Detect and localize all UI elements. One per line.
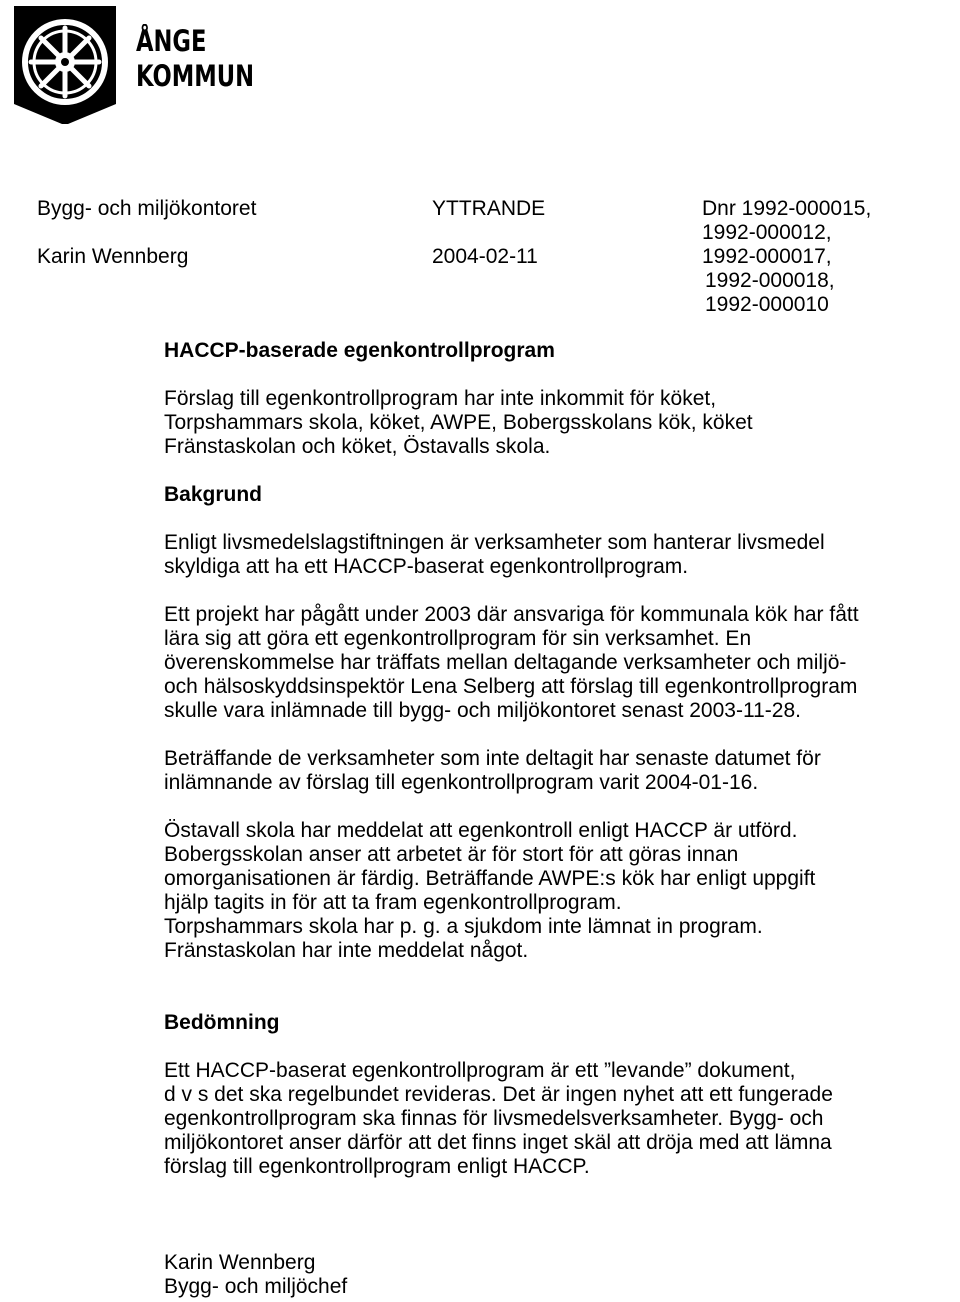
bedomning-p1-line: d v s det ska regelbundet revideras. Det är ingen nyhet att ett fungerade (164, 1083, 833, 1106)
signature-role: Bygg- och miljöchef (164, 1275, 348, 1298)
wheel-emblem-icon (10, 4, 120, 126)
bakgrund-p4-line: Torpshammars skola har p. g. a sjukdom inte lämnat in program. (164, 915, 763, 938)
document-type: YTTRANDE (432, 197, 546, 220)
bakgrund-p4-line: Fränstaskolan har inte meddelat något. (164, 939, 529, 962)
diary-numbers (702, 197, 902, 317)
heading-bakgrund: Bakgrund (164, 483, 263, 506)
bakgrund-p2-line: lära sig att göra ett egenkontrollprogram för sin verksamhet. En (164, 627, 752, 650)
dnr-line: 1992-000017, (702, 245, 832, 268)
logo-wordmark (136, 24, 254, 94)
author-name: Karin Wennberg (37, 245, 189, 268)
bakgrund-p4-line: Bobergsskolan anser att arbetet är för stort för att göras innan (164, 843, 739, 866)
dnr-line: 1992-000012, (702, 221, 832, 244)
logo-line-1: ÅNGE (136, 24, 207, 58)
bakgrund-p4-line: omorganisationen är färdig. Beträffande AWPE:s kök har enligt uppgift (164, 867, 816, 890)
intro-line: Torpshammars skola, köket, AWPE, Bobergsskolans kök, köket (164, 411, 753, 434)
intro-line: Förslag till egenkontrollprogram har inte inkommit för köket, (164, 387, 717, 410)
heading-bedomning: Bedömning (164, 1011, 280, 1034)
bakgrund-p3-line: inlämnande av förslag till egenkontrollprogram varit 2004-01-16. (164, 771, 759, 794)
signature-name: Karin Wennberg (164, 1251, 316, 1274)
document-body (164, 339, 956, 1299)
dnr-line: 1992-000010 (705, 293, 829, 316)
intro-line: Fränstaskolan och köket, Östavalls skola. (164, 435, 551, 458)
bakgrund-p4-line: hjälp tagits in för att ta fram egenkontrollprogram. (164, 891, 622, 914)
bakgrund-p2-line: och hälsoskyddsinspektör Lena Selberg att förslag till egenkontrollprogram (164, 675, 858, 698)
bakgrund-p1-line: skyldiga att ha ett HACCP-baserat egenkontrollprogram. (164, 555, 689, 578)
bakgrund-p2-line: skulle vara inlämnade till bygg- och miljökontoret senast 2003-11-28. (164, 699, 801, 722)
bedomning-p1-line: förslag till egenkontrollprogram enligt HACCP. (164, 1155, 590, 1178)
bedomning-p1-line: miljökontoret anser därför att det finns inget skäl att dröja med att lämna (164, 1131, 832, 1154)
document-date: 2004-02-11 (432, 245, 538, 268)
bakgrund-p4-line: Östavall skola har meddelat att egenkontroll enligt HACCP är utförd. (164, 819, 798, 842)
bakgrund-p2-line: Ett projekt har pågått under 2003 där ansvariga för kommunala kök har fått (164, 603, 859, 626)
bakgrund-p1-line: Enligt livsmedelslagstiftningen är verksamheter som hanterar livsmedel (164, 531, 825, 554)
logo-line-2: KOMMUN (136, 59, 255, 93)
bedomning-p1-line: Ett HACCP-baserat egenkontrollprogram är ett ”levande” dokument, (164, 1059, 796, 1082)
municipality-logo (10, 4, 255, 126)
bedomning-p1-line: egenkontrollprogram ska finnas för livsmedelsverksamheter. Bygg- och (164, 1107, 824, 1130)
office-name: Bygg- och miljökontoret (37, 197, 257, 220)
document-title: HACCP-baserade egenkontrollprogram (164, 339, 555, 362)
bakgrund-p2-line: överenskommelse har träffats mellan deltagande verksamheter och miljö- (164, 651, 847, 674)
bakgrund-p3-line: Beträffande de verksamheter som inte deltagit har senaste datumet för (164, 747, 821, 770)
dnr-line: 1992-000018, (705, 269, 835, 292)
dnr-line: Dnr 1992-000015, (702, 197, 872, 220)
